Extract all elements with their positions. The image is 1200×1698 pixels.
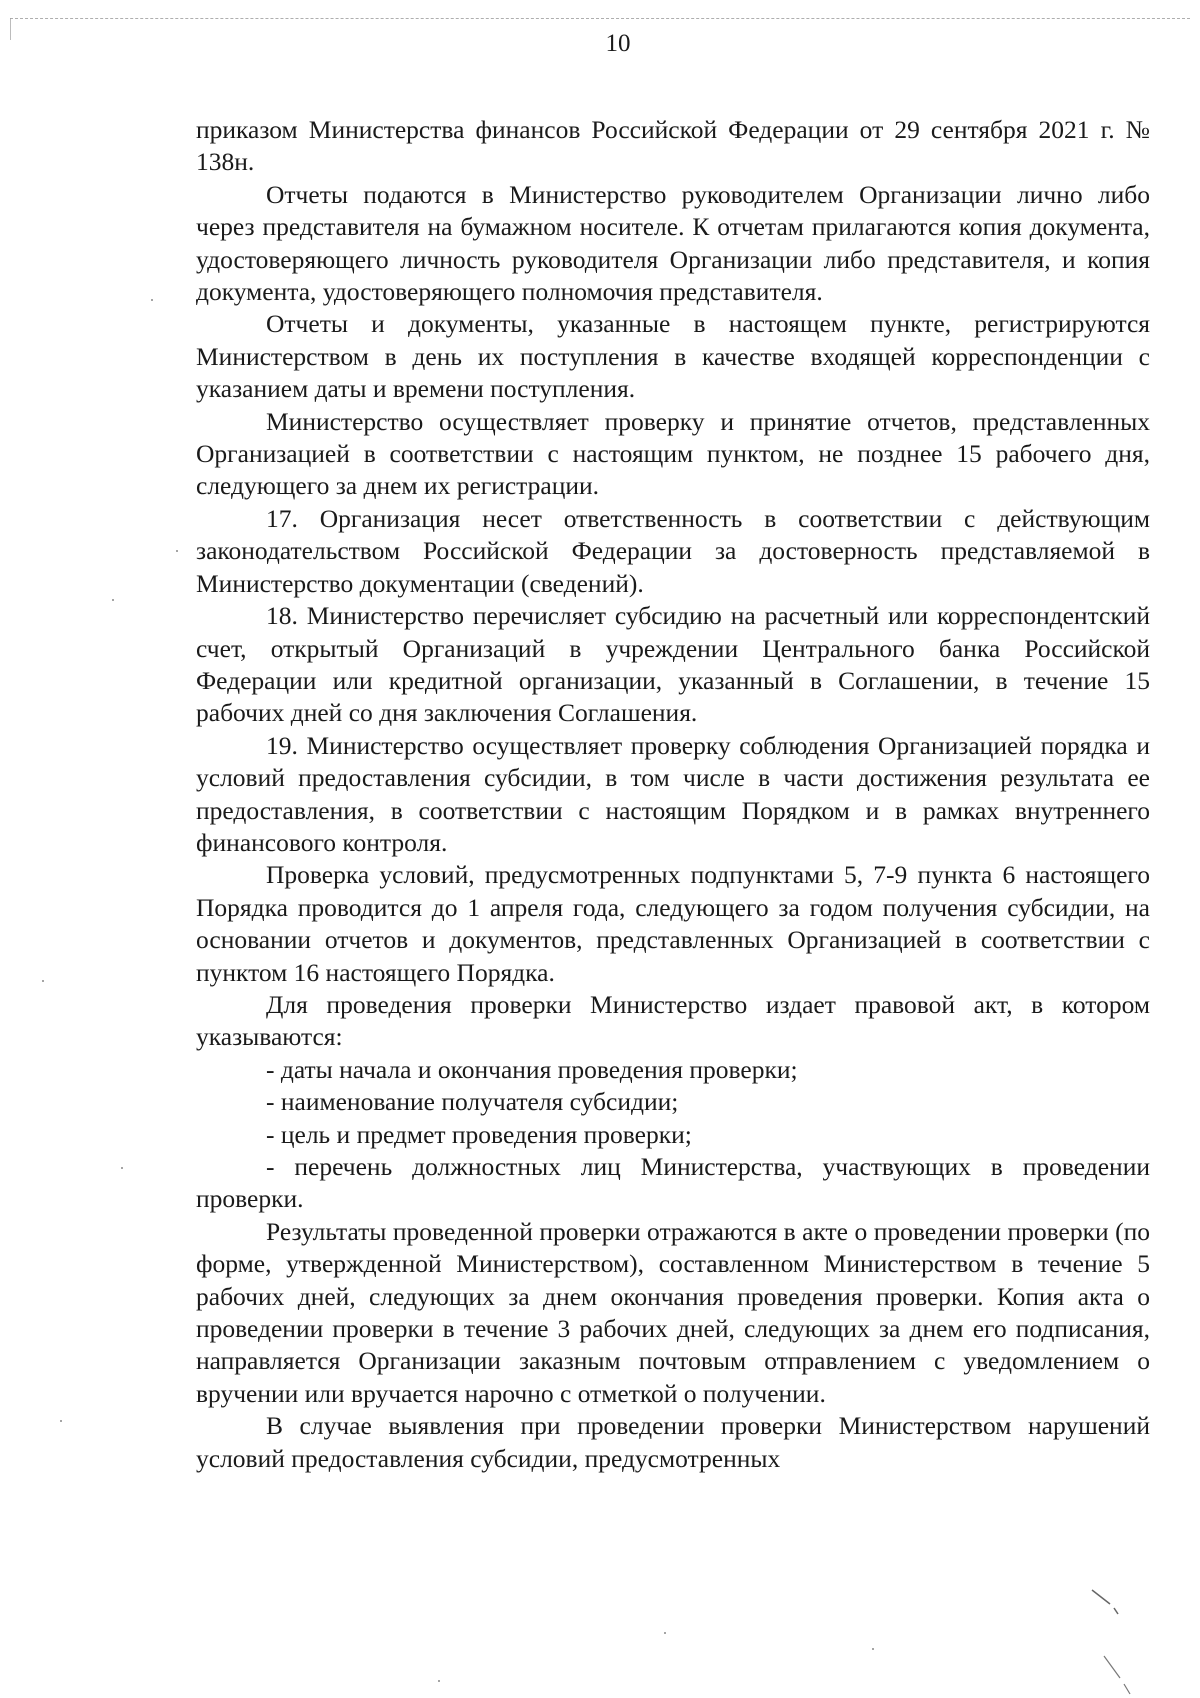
paragraph: Проверка условий, предусмотренных подпунктами 5, 7-9 пункта 6 настоящего Порядка проводится до 1 апреля года, следующего за годом получения субсидии, на основании отчетов и документов, представленных Организацией в соответствии с пунктом 16 настоящего Порядка. [196, 860, 1150, 987]
list-item: - перечень должностных лиц Министерства, участвующих в проведении проверки. [196, 1152, 1150, 1214]
scan-speck [176, 550, 178, 552]
scan-speck [872, 1648, 874, 1650]
paragraph-item-19: 19. Министерство осуществляет проверку соблюдения Организацией порядка и условий предоставления субсидии, в том числе в части достижения результата ее предоставления, в соответствии с настоящим Порядком и в рамках внутреннего финансового контроля. [196, 730, 1150, 857]
scan-speck [42, 980, 44, 982]
document-body [196, 114, 1150, 1475]
scan-corner-artifact [1080, 1538, 1140, 1698]
list-item: - цель и предмет проведения проверки; [266, 1119, 692, 1149]
paragraph-item-18: 18. Министерство перечисляет субсидию на расчетный или корреспондентский счет, открытый Организаций в учреждении Центрального банка Российской Федерации или кредитной организации, указанный в Соглашении, в течение 15 рабочих дней со дня заключения Соглашения. [196, 601, 1150, 728]
paragraph: Результаты проведенной проверки отражаются в акте о проведении проверки (по форме, утвержденной Министерством), составленном Министерством в течение 5 рабочих дней, следующих за днем окончания проведения проверки. Копия акта о проведении проверки в течение 3 рабочих дней, следующих за днем его подписания, направляется Организации заказным почтовым отправлением с уведомлением о вручении или вручается нарочно с отметкой о получении. [196, 1216, 1150, 1408]
scan-speck [112, 599, 114, 601]
paragraph: Для проведения проверки Министерство издает правовой акт, в котором указываются: [196, 989, 1150, 1052]
scan-speck [664, 1632, 666, 1634]
paragraph: В случае выявления при проведении проверки Министерством нарушений условий предоставления субсидии, предусмотренных [196, 1411, 1150, 1473]
paragraph: приказом Министерства финансов Российской Федерации от 29 сентября 2021 г. № 138н. [196, 115, 1150, 177]
paragraph: Министерство осуществляет проверку и принятие отчетов, представленных Организацией в соответствии с настоящим пунктом, не позднее 15 рабочего дня, следующего за днем их регистрации. [196, 406, 1150, 501]
list-item: - наименование получателя субсидии; [266, 1087, 679, 1117]
paragraph: Отчеты и документы, указанные в настоящем пункте, регистрируются Министерством в день их поступления в качестве входящей корреспонденции с указанием даты и времени поступления. [196, 309, 1150, 404]
scan-speck [438, 1680, 440, 1682]
list-item: - даты начала и окончания проведения проверки; [266, 1054, 798, 1084]
scan-speck [60, 1420, 62, 1422]
scan-speck [151, 299, 153, 301]
paragraph-item-17: 17. Организация несет ответственность в соответствии с действующим законодательством Российской Федерации за достоверность представляемой в Министерство документации (сведений). [196, 503, 1150, 598]
scan-top-edge [10, 18, 1190, 19]
scan-speck [121, 1167, 123, 1169]
page-number: 10 [605, 30, 631, 57]
paragraph: Отчеты подаются в Министерство руководителем Организации лично либо через представителя на бумажном носителе. К отчетам прилагаются копия документа, удостоверяющего личность руководителя Организации либо представителя, и копия документа, удостоверяющего полномочия представителя. [196, 179, 1150, 307]
